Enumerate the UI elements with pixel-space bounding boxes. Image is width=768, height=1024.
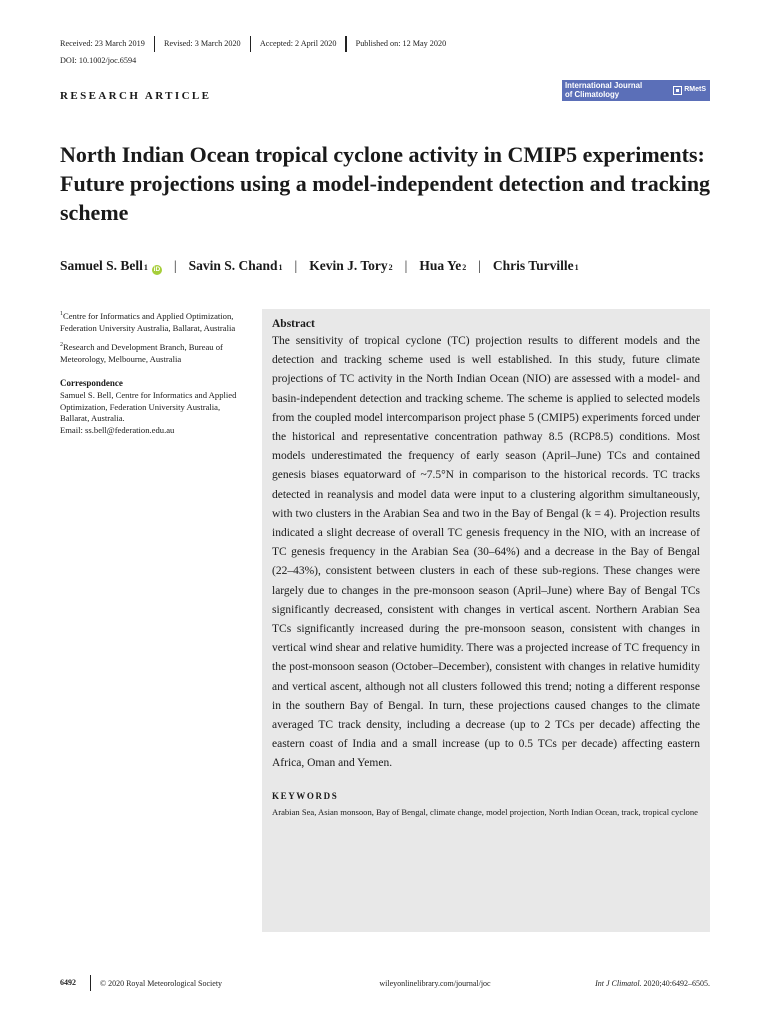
published-date: Published on: 12 May 2020 xyxy=(355,39,447,48)
author-affiliation-number: 1 xyxy=(574,263,579,272)
affiliation-number: 2 xyxy=(60,342,63,349)
journal-name-line1: International Journal xyxy=(565,81,643,90)
citation-details: 2020;40:6492–6505. xyxy=(641,979,710,988)
journal-name xyxy=(565,82,670,99)
affiliation-text: Centre for Informatics and Applied Optimization, Federation University Australia, Ballarat, Australia xyxy=(60,310,236,333)
footer-divider xyxy=(90,975,91,991)
author-name: Savin S. Chand xyxy=(188,258,278,273)
page-number: 6492 xyxy=(60,978,76,987)
publisher-mark xyxy=(673,85,706,95)
affiliation-number: 1 xyxy=(60,311,63,317)
correspondence-heading: Correspondence xyxy=(60,377,123,388)
citation xyxy=(595,979,710,988)
accepted-date: Accepted: 2 April 2020 xyxy=(259,39,337,48)
orcid-icon[interactable]: iD xyxy=(153,266,161,273)
affiliations-column xyxy=(60,309,250,437)
author-affiliation-number: 1 xyxy=(278,263,283,272)
page-footer xyxy=(60,975,710,991)
correspondence-email[interactable]: Email: ss.bell@federation.edu.au xyxy=(60,425,175,436)
publisher-mark-text: RMetS xyxy=(684,86,706,93)
rmets-logo-icon xyxy=(673,86,682,95)
keywords-heading: KEYWORDS xyxy=(272,790,339,801)
author-name: Samuel S. Bell xyxy=(60,258,143,273)
author-ye[interactable] xyxy=(419,258,466,274)
author-name: Hua Ye xyxy=(419,258,462,273)
abstract-heading: Abstract xyxy=(272,318,315,330)
revised-date: Revised: 3 March 2020 xyxy=(164,39,241,48)
abstract-panel xyxy=(262,309,710,932)
author-name: Kevin J. Tory xyxy=(309,258,388,273)
correspondence-text xyxy=(60,390,250,437)
author-divider: | xyxy=(173,258,177,273)
doi-link[interactable]: DOI: 10.1002/joc.6594 xyxy=(60,56,137,65)
journal-name-line2: of Climatology xyxy=(565,89,620,99)
author-name: Chris Turville xyxy=(492,258,574,273)
author-affiliation-number: 2 xyxy=(462,263,467,272)
publication-dates xyxy=(60,36,455,52)
journal-logo[interactable] xyxy=(562,80,710,101)
journal-abbreviation: Int J Climatol. xyxy=(595,979,642,988)
journal-url-link[interactable]: wileyonlinelibrary.com/journal/joc xyxy=(379,979,491,988)
affiliation-1 xyxy=(60,309,250,334)
author-bell[interactable] xyxy=(60,258,162,274)
author-divider: | xyxy=(404,258,408,273)
author-list xyxy=(60,258,579,274)
article-type-label: RESEARCH ARTICLE xyxy=(60,90,212,102)
abstract-text: The sensitivity of tropical cyclone (TC) projection results to different models and the detection and tracking scheme used is well established. In this study, future climate projections of TC activity in the North Indian Ocean (NIO) are assessed with a model- and basin-independent detection and tracking scheme. The scheme is applied to selected models from the coupled model intercomparison project phase 5 (CMIP5) experiments forced under the historical and representative concentration pathway 8.5 (RCP8.5) conditions. Most models underestimated the frequency of early season (April–June) TCs and contained genesis biases equatorward of ~7.5°N in comparison to the historical records. TC tracks detected in reanalysis and model data were input to a clustering algorithm simultaneously, with two clusters in the Arabian Sea and two in the Bay of Bengal (k = 4). Projection results indicated a slight decrease of overall TC genesis frequency in the NIO, with an increase of TC genesis frequency in the Arabian Sea (30–64%) and a decrease in the Bay of Bengal (22–43%), consistent between clusters in each of these sub-regions. These changes were largely due to changes in the pre-monsoon season (April–June) where Bay of Bengal TCs significantly decreased, consistent with changes in vertical ascent. Northern Arabian Sea TCs significantly increased during the pre-monsoon season, consistent with changes in vertical wind shear and relative humidity. There was a projected increase of TC frequency in the post-monsoon season (October–December), consistent with changes in relative humidity and vertical ascent, although not all clusters followed this trend; noting a different response in the southern Bay of Bengal. In turn, these projections caused changes to the climate averaged TC track density, including a decrease (up to 2 TCs per decade) affecting the eastern coast of India and a small increase (up to 0.5 TCs per decade) affecting eastern Africa, Oman and Yemen. xyxy=(272,335,700,770)
author-divider: | xyxy=(478,258,481,273)
author-divider: | xyxy=(294,258,298,273)
affiliation-2 xyxy=(60,340,250,365)
author-chand[interactable] xyxy=(189,258,283,274)
author-tory[interactable] xyxy=(309,258,392,274)
author-turville[interactable] xyxy=(493,258,579,274)
article-title: North Indian Ocean tropical cyclone activity in CMIP5 experiments: Future projections using a model-independent detection and tracking scheme xyxy=(60,142,711,225)
author-affiliation-number: 1 xyxy=(143,263,148,272)
correspondence-address: Samuel S. Bell, Centre for Informatics and Applied Optimization, Federation University Australia, Ballarat, Australia. xyxy=(60,389,237,424)
received-date: Received: 23 March 2019 xyxy=(60,39,145,48)
keywords-text: Arabian Sea, Asian monsoon, Bay of Bengal, climate change, model projection, North Indian Ocean, track, tropical cyclone xyxy=(272,806,698,817)
author-affiliation-number: 2 xyxy=(388,263,393,272)
copyright-notice: © 2020 Royal Meteorological Society xyxy=(100,979,223,988)
affiliation-text: Research and Development Branch, Bureau of Meteorology, Melbourne, Australia xyxy=(60,342,223,365)
